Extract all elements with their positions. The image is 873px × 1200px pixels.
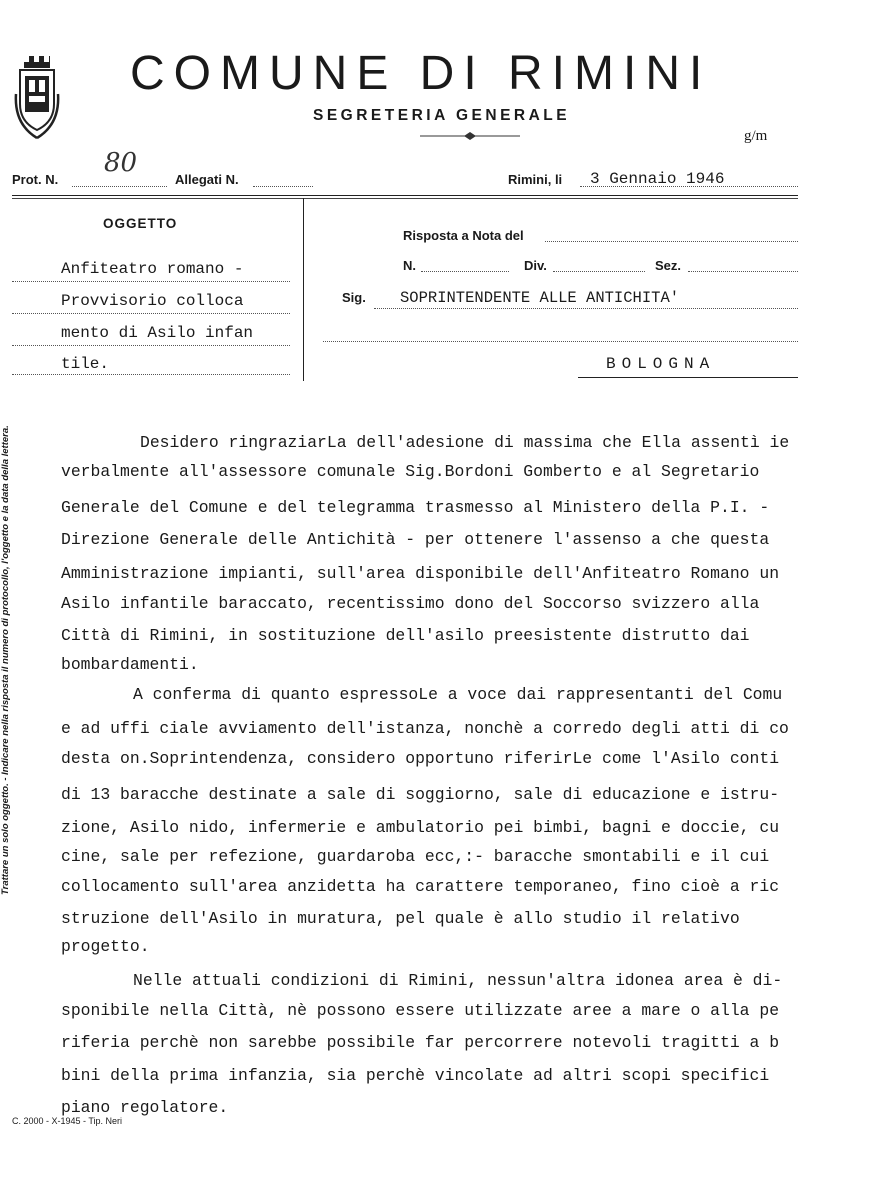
recipient-dots-1 — [374, 308, 798, 309]
oggetto-dots-3 — [12, 345, 290, 346]
body-line: zione, Asilo nido, infermerie e ambulatorio pei bimbi, bagni e doccie, cu — [61, 818, 780, 837]
recipient-city: BOLOGNA — [606, 355, 716, 373]
city-underline — [578, 377, 798, 378]
body-line: e ad uffi ciale avviamento dell'istanza, nonchè a corredo degli atti di co — [61, 719, 789, 738]
oggetto-line-1: Anfiteatro romano - — [61, 260, 244, 278]
body-line: progetto. — [61, 937, 150, 956]
prot-number: 80 — [104, 148, 138, 178]
body-line: collocamento sull'area anzidetta ha carattere temporaneo, fino cioè a ric — [61, 877, 780, 896]
body-line: sponibile nella Città, nè possono essere utilizzate aree a mare o alla pe — [61, 1001, 780, 1020]
oggetto-dots-4 — [12, 374, 290, 375]
body-line: piano regolatore. — [61, 1098, 229, 1117]
div-label: Div. — [524, 258, 547, 273]
body-line: Asilo infantile baraccato, recentissimo dono del Soccorso svizzero alla — [61, 594, 760, 613]
sez-dots — [688, 271, 798, 272]
body-line: bombardamenti. — [61, 655, 199, 674]
oggetto-line-3: mento di Asilo infan — [61, 324, 254, 342]
body-line: Nelle attuali condizioni di Rimini, nessun'altra idonea area è di- — [133, 971, 783, 990]
body-line: di 13 baracche destinate a sale di soggiorno, sale di educazione e istru- — [61, 785, 780, 804]
body-line: Amministrazione impianti, sull'area disponibile dell'Anfiteatro Romano un — [61, 564, 780, 583]
printer-footer: C. 2000 - X-1945 - Tip. Neri — [12, 1116, 123, 1126]
recipient-name: SOPRINTENDENTE ALLE ANTICHITA' — [400, 289, 680, 307]
allegati-label: Allegati N. — [175, 172, 239, 187]
body-line: verbalmente all'assessore comunale Sig.Bordoni Gomberto e al Segretario — [61, 462, 760, 481]
risposta-label: Risposta a Nota del — [403, 228, 524, 243]
n-dots — [421, 271, 509, 272]
oggetto-dots-1 — [12, 281, 290, 282]
oggetto-dots-2 — [12, 313, 290, 314]
letterhead-subtitle: SEGRETERIA GENERALE — [313, 107, 571, 124]
body-line: riferia perchè non sarebbe possibile far percorrere notevoli tragitti a b — [61, 1033, 780, 1052]
risposta-dots — [545, 241, 798, 242]
n-label: N. — [403, 258, 416, 273]
margin-instruction: Trattare un solo oggetto. - Indicare nella risposta il numero di protocollo, l'oggetto e la data della lettera. — [0, 425, 11, 895]
sez-label: Sez. — [655, 258, 682, 273]
body-line: Direzione Generale delle Antichità - per ottenere l'assenso a che questa — [61, 530, 770, 549]
oggetto-label: OGGETTO — [103, 216, 178, 231]
letterhead-title: COMUNE DI RIMINI — [130, 47, 712, 100]
prot-dots — [72, 186, 167, 187]
place-label: Rimini, li — [508, 172, 563, 187]
body-line: Generale del Comune e del telegramma trasmesso al Ministero della P.I. - — [61, 498, 770, 517]
header-rule-thin — [12, 198, 798, 199]
ornament-divider — [420, 132, 520, 140]
div-dots — [553, 271, 645, 272]
prot-label: Prot. N. — [12, 172, 59, 187]
typist-initials: g/m — [744, 128, 768, 144]
oggetto-line-2: Provvisorio colloca — [61, 292, 244, 310]
oggetto-line-4: tile. — [61, 355, 110, 373]
body-line: struzione dell'Asilo in muratura, pel quale è allo studio il relativo — [61, 909, 740, 928]
body-line: A conferma di quanto espressoLe a voce dai rappresentanti del Comu — [133, 685, 783, 704]
coat-of-arms-icon — [12, 54, 62, 140]
sig-label: Sig. — [342, 290, 366, 305]
letter-date: 3 Gennaio 1946 — [590, 170, 725, 188]
body-line: Città di Rimini, in sostituzione dell'asilo preesistente distrutto dai — [61, 626, 750, 645]
body-line: Desidero ringraziarLa dell'adesione di massima che Ella assentì ie — [140, 433, 790, 452]
header-rule — [12, 195, 798, 196]
body-line: cine, sale per refezione, guardaroba ecc,:- baracche smontabili e il cui — [61, 847, 770, 866]
allegati-dots — [253, 186, 313, 187]
body-line: bini della prima infanzia, sia perchè vincolate ad altri scopi specifici — [61, 1066, 770, 1085]
recipient-dots-2 — [323, 341, 798, 342]
body-line: desta on.Soprintendenza, considero opportuno riferirLe come l'Asilo conti — [61, 749, 780, 768]
column-divider — [303, 198, 304, 381]
